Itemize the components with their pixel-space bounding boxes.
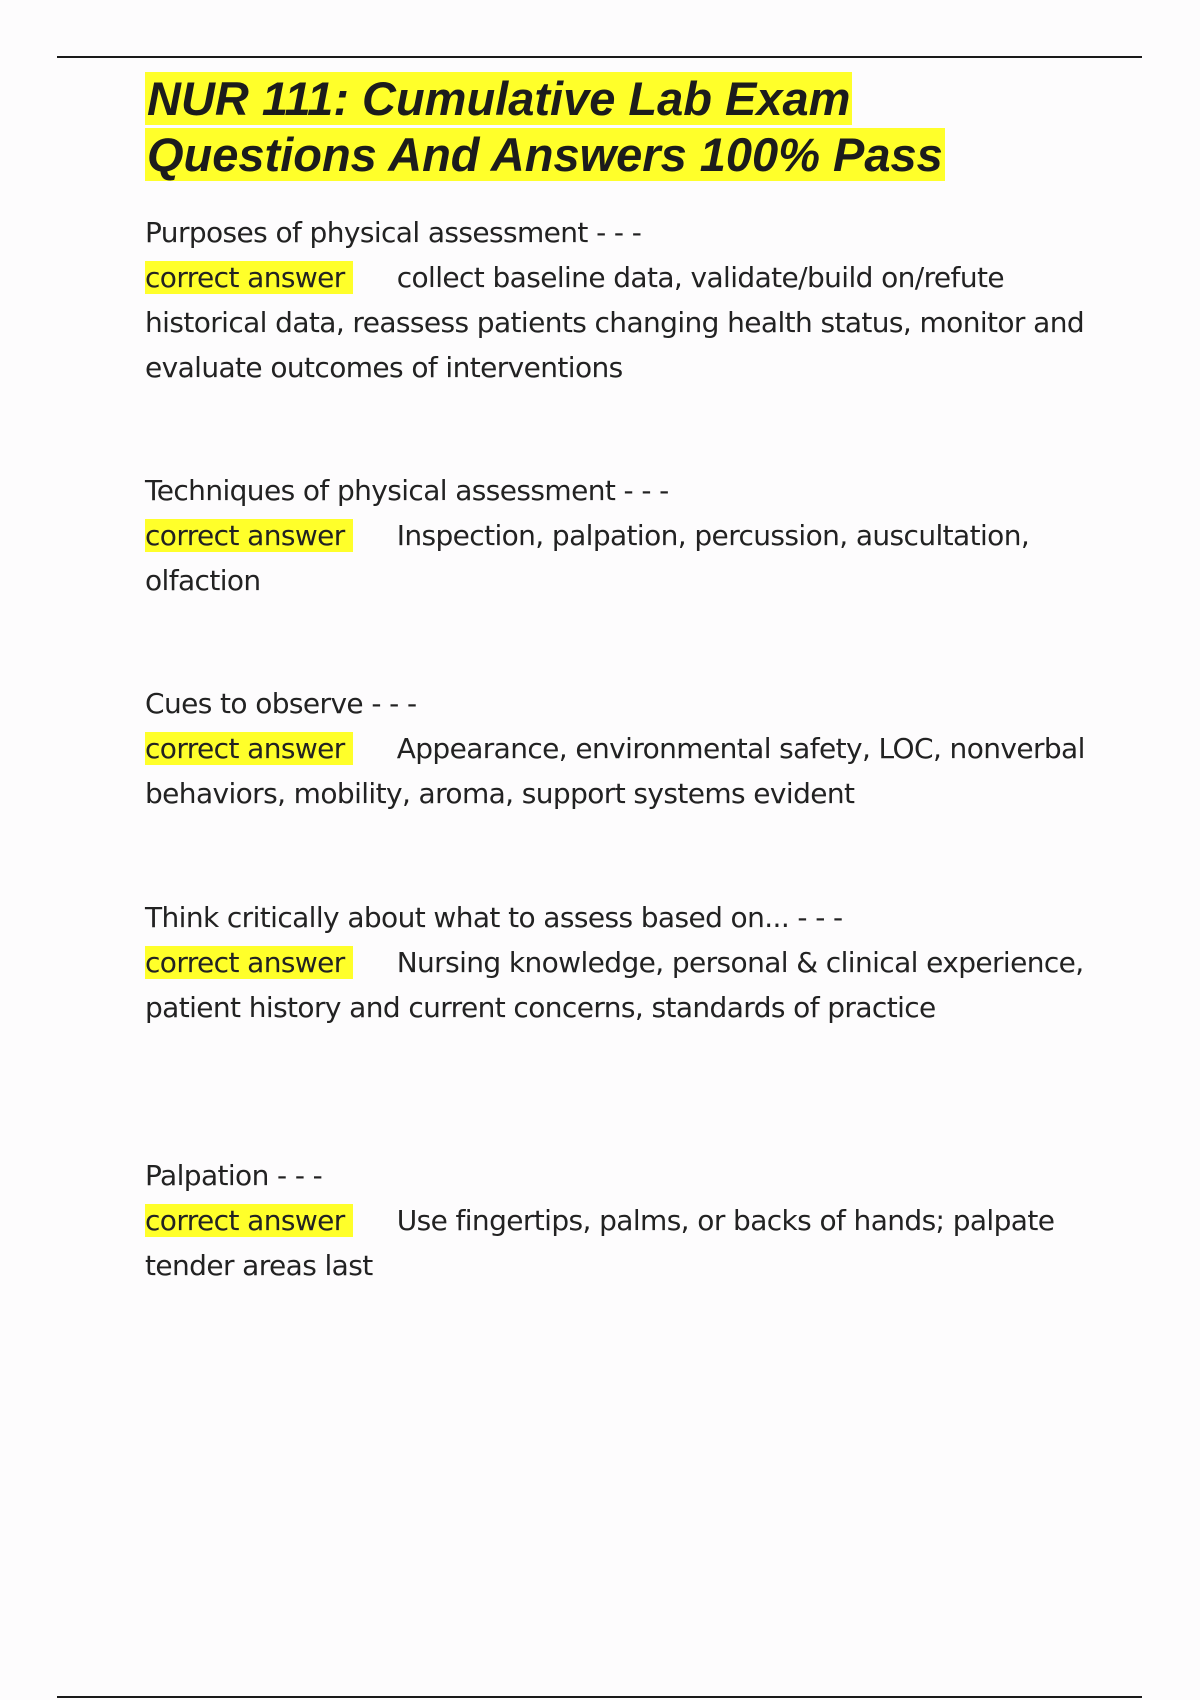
qa-item-1	[145, 210, 1105, 390]
qa-item-4	[145, 895, 1105, 1030]
top-rule	[57, 56, 1142, 58]
question-text: Palpation - - -	[145, 1159, 323, 1192]
qa-item-3	[145, 681, 1105, 816]
correct-answer-tag: correct answer	[145, 732, 353, 765]
correct-answer-tag: correct answer	[145, 261, 353, 294]
answer-text: Use fingertips, palms, or backs of hands; palpate tender areas last	[145, 1204, 1055, 1282]
answer-text: Nursing knowledge, personal & clinical experience, patient history and current concerns, standards of practice	[145, 946, 1084, 1024]
question-text: Purposes of physical assessment - - -	[145, 216, 642, 249]
title-line-1: NUR 111: Cumulative Lab Exam	[147, 72, 851, 125]
answer-text: collect baseline data, validate/build on/refute historical data, reassess patients changing health status, monitor and evaluate outcomes of interventions	[145, 261, 1085, 384]
title-line-2: Questions And Answers 100% Pass	[147, 128, 943, 181]
document-title	[145, 71, 1145, 183]
correct-answer-tag: correct answer	[145, 1204, 353, 1237]
bottom-rule	[57, 1696, 1142, 1698]
answer-text: Appearance, environmental safety, LOC, nonverbal behaviors, mobility, aroma, support systems evident	[145, 732, 1085, 810]
question-text: Think critically about what to assess based on... - - -	[145, 901, 843, 934]
qa-item-5	[145, 1153, 1105, 1288]
question-text: Cues to observe - - -	[145, 687, 417, 720]
answer-text: Inspection, palpation, percussion, auscultation, olfaction	[145, 519, 1030, 597]
qa-item-2	[145, 468, 1105, 603]
question-text: Techniques of physical assessment - - -	[145, 474, 669, 507]
correct-answer-tag: correct answer	[145, 519, 353, 552]
correct-answer-tag: correct answer	[145, 946, 353, 979]
